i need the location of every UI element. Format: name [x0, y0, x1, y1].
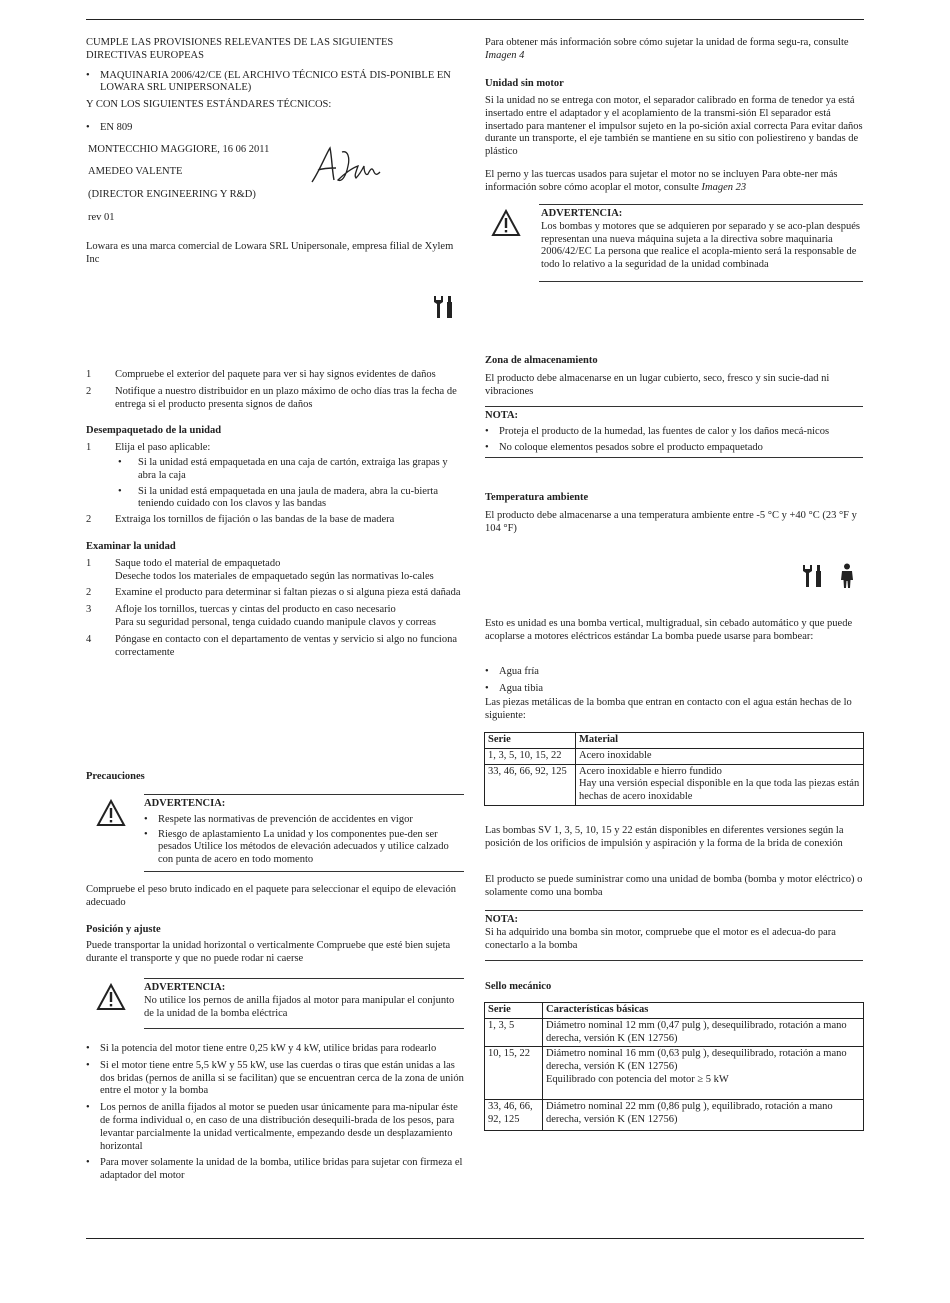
table-cell: Diámetro nominal 12 mm (0,47 pulg ), desequilibrado, rotación a mano derecha, versión K (EN 12756) — [543, 1018, 864, 1047]
bolt-figure-ref: Imagen 23 — [701, 181, 747, 193]
declaration-block — [86, 37, 464, 139]
compliance-heading: CUMPLE LAS PROVISIONES RELEVANTES DE LAS SIGUIENTES DIRECTIVAS EUROPEAS — [86, 37, 394, 61]
secure-figure-ref: Imagen 4 — [485, 49, 525, 61]
storage-note-1: • Proteja el producto de la humedad, las fuentes de calor y los daños mecá-nicos — [485, 426, 863, 439]
table-cell: 1, 3, 5 — [485, 1018, 543, 1047]
lifting-bullets — [86, 1043, 464, 1187]
inspection-step-2: 2 Notifique a nuestro distribuidor en un plazo máximo de ocho días tras la fecha de entrega si el producto presenta signos de daños — [86, 385, 457, 410]
position-heading: Posición y ajuste — [86, 924, 161, 935]
person-icon — [837, 563, 857, 589]
material-table — [484, 732, 864, 806]
table-row — [485, 1047, 864, 1099]
warning-box-1 — [86, 794, 464, 872]
inspection-list — [86, 369, 464, 663]
warning-triangle-icon — [491, 209, 521, 237]
table-row — [485, 1099, 864, 1131]
warning-box-2 — [86, 978, 464, 1029]
inspection-step-1: 1 Compruebe el exterior del paquete para ver si hay signos evidentes de daños — [86, 369, 436, 380]
compliance-bullet: • MAQUINARIA 2006/42/CE (EL ARCHIVO TÉCNICO ESTÁ DIS-PONIBLE EN LOWARA SRL UNIPERSONALE) — [86, 70, 464, 96]
table-row — [485, 764, 864, 805]
signature-icon — [308, 144, 384, 188]
unpack-step-1b: • Si la unidad está empaquetada en una jaula de madera, abra la cu-bierta teniendo cuidado con los clavos y las bandas — [86, 486, 464, 512]
table-header: Características básicas — [543, 1003, 864, 1019]
table-header: Serie — [485, 1003, 543, 1019]
supply-text: El producto se puede suministrar como una unidad de bomba (bomba y motor eléctrico) o solamente como una bomba — [485, 874, 863, 898]
temp-text: El producto debe almacenarse a una temperatura ambiente entre -5 °C y +40 °C (23 °F y 104 °F) — [485, 510, 857, 534]
standards-bullet: • EN 809 — [86, 122, 464, 135]
table-cell: Acero inoxidable e hierro fundido Hay una versión especial disponible en la que toda las piezas están hechas de acero inoxidable — [576, 764, 864, 805]
table-cell: Diámetro nominal 16 mm (0,63 pulg ), desequilibrado, rotación a mano derecha, versión K (EN 12756) Equilibrado con potencia del motor ≥ 5 kW — [543, 1047, 864, 1099]
warning-1-bullet-1: • Respete las normativas de prevención de accidentes en vigor — [144, 814, 464, 827]
standards-heading: Y CON LOS SIGUIENTES ESTÁNDARES TÉCNICOS: — [86, 99, 332, 111]
table-header: Material — [576, 733, 864, 749]
table-header: Serie — [485, 733, 576, 749]
warning-label: ADVERTENCIA: — [541, 208, 623, 219]
warning-3-text: Los bombas y motores que se adquieren por separado y se aco-plan después representan una nueva máquina sujeta a la directiva sobre maquinaria 2006/42/EC La persona que realice el acopla-miento será la responsable de todo lo relativo a la seguridad de la unidad combinada — [541, 220, 860, 271]
warning-box-3 — [485, 204, 863, 282]
precautions-heading: Precauciones — [86, 771, 145, 782]
warning-triangle-icon — [96, 983, 126, 1011]
trademark-text: Lowara es una marca comercial de Lowara SRL Unipersonale, empresa filial de Xylem Inc — [86, 241, 454, 265]
place-date: MONTECCHIO MAGGIORE, 16 06 2011 — [88, 144, 270, 155]
warning-label: ADVERTENCIA: — [144, 982, 226, 993]
lift-bullet-2: • Si el motor tiene entre 5,5 kW y 55 kW, use las cuerdas o tiras que están unidas a las dos bridas (pernos de anilla si se facilitan) que se encuentran cerca de la zona de unión entre el motor y la bomba — [86, 1060, 464, 1098]
storage-note-2: • No coloque elementos pesados sobre el producto empaquetado — [485, 442, 863, 455]
nomotor-text: Si la unidad no se entrega con motor, el separador calibrado en forma de tenedor ya está insertado entre el adaptador y el acoplamiento de la transmi-sión El separador está insertado para mantener el impulsor sujeto en la po-sición axial correcta Para evitar daños durante un transporte, el eje también se mantiene en su sitio con poliestireno y bandas de plástico — [485, 95, 863, 158]
temp-heading: Temperatura ambiente — [485, 492, 589, 503]
examine-step-3: 3 Afloje los tornillos, tuercas y cintas del producto en caso necesario Para su seguridad personal, tenga cuidado cuando manipule clavos y correas — [86, 604, 437, 628]
unpack-step-2: 2 Extraiga los tornillos de fijación o las bandas de la base de madera — [86, 514, 395, 526]
table-cell: Diámetro nominal 22 mm (0,86 pulg ), equilibrado, rotación a mano derecha, versión K (EN 12756) — [543, 1099, 864, 1131]
seal-heading: Sello mecánico — [485, 981, 552, 992]
storage-text: El producto debe almacenarse en un lugar cubierto, seco, fresco y sin sucie-dad ni vibraciones — [485, 373, 830, 397]
examine-step-1: 1 Saque todo el material de empaquetado Deseche todos los materiales de empaquetado según las normativas lo-cales — [86, 557, 434, 582]
motor-note — [485, 910, 863, 961]
unpack-step-1a: • Si la unidad está empaquetada en una caja de cartón, extraiga las grapas y abra la caja — [86, 457, 464, 483]
lift-bullet-4: • Para mover solamente la unidad de la bomba, utilice bridas para sujetar con firmeza el adaptador del motor — [86, 1157, 464, 1183]
examine-step-4: 4 Póngase en contacto con el departamento de ventas y servicio si algo no funciona correctamente — [86, 633, 458, 658]
bottom-rule — [86, 1238, 864, 1239]
table-cell: 33, 46, 66, 92, 125 — [485, 764, 576, 805]
examine-heading: Examinar la unidad — [86, 540, 176, 552]
table-row — [485, 1018, 864, 1047]
revision: rev 01 — [88, 212, 115, 223]
secure-text: Para obtener más información sobre cómo sujetar la unidad de forma segu-ra, consulte Imagen 4 — [485, 37, 849, 61]
table-cell: 1, 3, 5, 10, 15, 22 — [485, 748, 576, 764]
table-header-row — [485, 733, 864, 749]
table-row — [485, 748, 864, 764]
table-cell: 33, 46, 66, 92, 125 — [485, 1099, 543, 1131]
table-header-row — [485, 1003, 864, 1019]
seal-table — [484, 1002, 864, 1131]
use-bullet-2: • Agua tibia — [485, 683, 863, 696]
wrench-screwdriver-icon — [800, 563, 824, 589]
wrench-screwdriver-icon — [431, 294, 455, 320]
top-rule — [86, 19, 864, 20]
signer-role: (DIRECTOR ENGINEERING Y R&D) — [88, 189, 256, 200]
storage-note — [485, 406, 863, 458]
warning-label: ADVERTENCIA: — [144, 798, 226, 809]
position-text: Puede transportar la unidad horizontal o verticalmente Compruebe que esté bien sujeta durante el transporte y que no puede rodar ni caerse — [86, 940, 451, 964]
storage-heading: Zona de almacenamiento — [485, 355, 598, 366]
warning-triangle-icon — [96, 799, 126, 827]
gross-weight-text: Compruebe el peso bruto indicado en el paquete para seleccionar el equipo de elevación adecuado — [86, 884, 456, 908]
metal-text: Las piezas metálicas de la bomba que entran en contacto con el agua están hechas de lo siguiente: — [485, 697, 852, 721]
table-cell: Acero inoxidable — [576, 748, 864, 764]
nomotor-heading: Unidad sin motor — [485, 78, 564, 89]
warning-2-text: No utilice los pernos de anilla fijados al motor para manipular el conjunto de la unidad de la bomba eléctrica — [144, 994, 455, 1019]
use-bullet-1: • Agua fría — [485, 666, 863, 679]
table-cell: 10, 15, 22 — [485, 1047, 543, 1099]
bolt-text: El perno y las tuercas usados para sujetar el motor no se incluyen Para obte-ner más información sobre cómo acoplar el motor, consulte Imagen 23 — [485, 169, 838, 193]
note-label: NOTA: — [485, 914, 519, 925]
unpack-step-1: 1 Elija el paso aplicable: — [86, 442, 211, 454]
signer-name: AMEDEO VALENTE — [88, 166, 183, 177]
unpack-heading: Desempaquetado de la unidad — [86, 425, 222, 437]
description-text: Esto es unidad es una bomba vertical, multigradual, sin cebado automático y que puede acoplarse a motores eléctricos estándar La bomba puede usarse para bombear: — [485, 618, 853, 642]
lift-bullet-1: • Si la potencia del motor tiene entre 0,25 kW y 4 kW, utilice bridas para rodearlo — [86, 1043, 464, 1056]
uses-list — [485, 666, 863, 700]
lift-bullet-3: • Los pernos de anilla fijados al motor se pueden usar únicamente para ma-nipular éste de forma individual o, en caso de una distribución desequili-brada de los pesos, para levantar parcialmente la unidad verticalmente, empezando desde un desplazamiento horizontal — [86, 1102, 464, 1153]
description-icons — [800, 563, 857, 594]
versions-text: Las bombas SV 1, 3, 5, 10, 15 y 22 están disponibles en diferentes versiones según la posición de los orificios de impulsión y aspiración y la forma de la brida de conexión — [485, 825, 844, 849]
warning-1-bullet-2: • Riesgo de aplastamiento La unidad y los componentes pue-den ser pesados Utilice los métodos de elevación adecuados y utilice calzado con punta de acero en todo momento — [144, 829, 464, 867]
examine-step-2: 2 Examine el producto para determinar si faltan piezas o si alguna pieza está dañada — [86, 587, 461, 599]
note-label: NOTA: — [485, 410, 519, 421]
motor-note-text: Si ha adquirido una bomba sin motor, compruebe que el motor es el adecua-do para conectarlo a la bomba — [485, 926, 836, 951]
